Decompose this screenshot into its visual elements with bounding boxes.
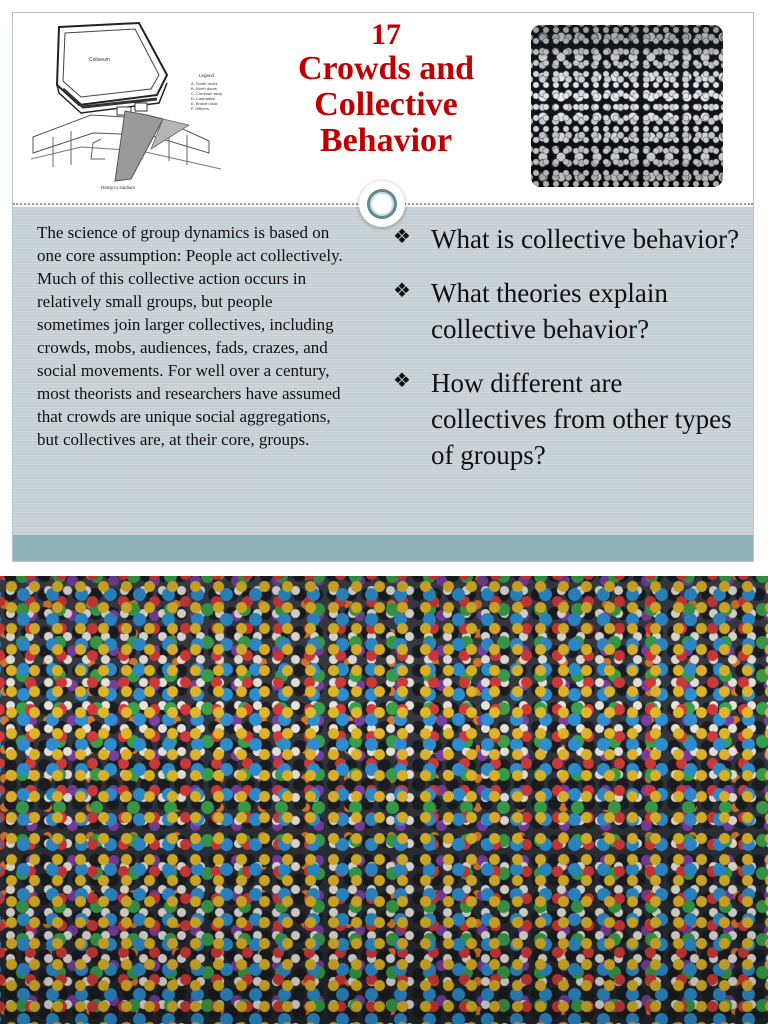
slide-footer-band <box>13 535 753 561</box>
diagram-legend-item: C. Common story <box>191 91 223 96</box>
masked-crowd-photo <box>531 25 723 187</box>
diagram-legend-item: E. Broken door <box>191 101 218 106</box>
question-list <box>393 221 743 491</box>
title-line: Collective <box>314 86 458 123</box>
intro-paragraph: The science of group dynamics is based on one core assumption: People act collectively. Much of this collective action occurs in relatively small groups, but people sometimes join larger collectives, including crowds, mobs, audiences, fads, crazes, and social movements. For well over a century, most theorists and researchers have assumed that crowds are unique social aggregations, but collectives are, at their core, groups. <box>37 223 343 449</box>
diagram-legend-item: B. North doors <box>191 86 217 91</box>
diamond-bullet-icon: ❖ <box>393 280 411 302</box>
slide-title <box>269 19 503 159</box>
slide-card <box>12 12 754 562</box>
diagram-legend-item: D. Casualties <box>191 96 215 101</box>
slide-content <box>13 207 753 537</box>
title-line: Crowds and <box>297 50 475 87</box>
diamond-bullet-icon: ❖ <box>393 226 411 248</box>
question-item <box>393 365 743 473</box>
chapter-number: 17 <box>371 18 401 51</box>
diagram-ramp-label: Ramp to stadium <box>101 185 136 190</box>
stadium-diagram <box>31 19 253 201</box>
question-item <box>393 221 743 257</box>
diamond-bullet-icon: ❖ <box>393 370 411 392</box>
diagram-legend-item: A. South doors <box>191 81 218 86</box>
diagram-legend-item: F. Officers <box>191 106 209 111</box>
question-text: What theories explain collective behavior? <box>431 278 668 344</box>
diagram-building-label: Coliseum <box>89 57 110 63</box>
title-line: Behavior <box>319 122 453 159</box>
question-text: What is collective behavior? <box>431 224 740 254</box>
diagram-legend-title: Legend <box>199 73 215 78</box>
question-item <box>393 275 743 347</box>
circle-ring-icon <box>359 181 405 227</box>
crowd-photo <box>0 576 768 1024</box>
slide-header <box>13 13 753 205</box>
question-text: How different are collectives from other types of groups? <box>431 368 732 470</box>
